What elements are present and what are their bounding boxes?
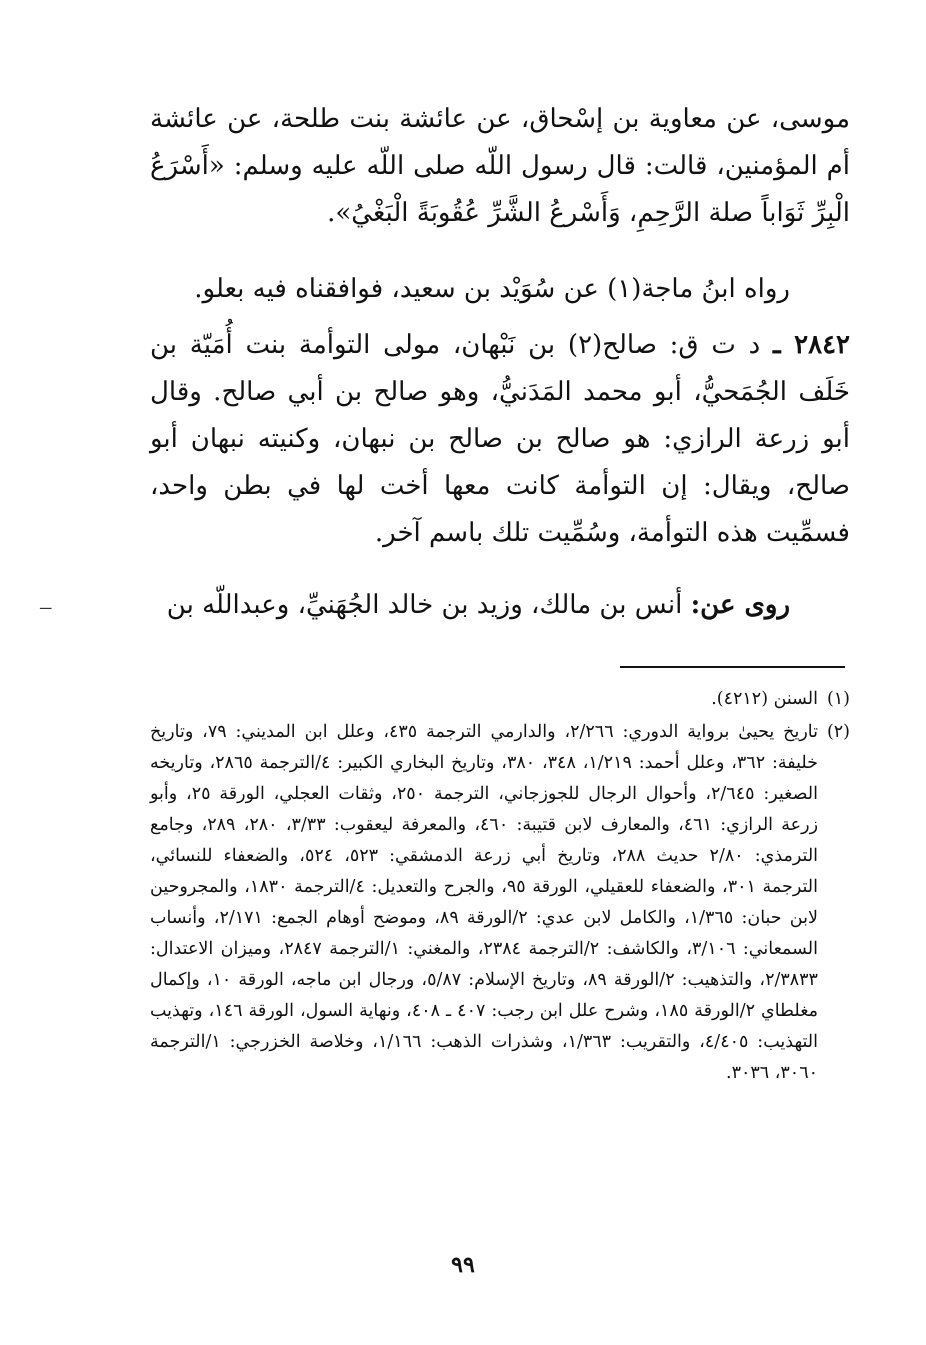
footnote-1 <box>150 684 850 715</box>
entry-number: ٢٨٤٢ ـ <box>772 330 851 360</box>
footnote-separator <box>620 666 845 668</box>
paragraph-narrated-from <box>150 582 850 629</box>
footnotes <box>150 684 850 1091</box>
footnote-2 <box>150 717 850 1089</box>
page-number: ٩٩ <box>451 1252 475 1278</box>
footnote-text: تاريخ يحيىٰ برواية الدوري: ٢/٢٦٦، والدارمي الترجمة ٤٣٥، وعلل ابن المديني: ٧٩، وتاريخ خليفة: ٣٦٢، وعلل أحمد: ١/٢١٩، ٣٤٨، ٣٨٠، وتاريخ البخاري الكبير: ٤/الترجمة ٢٨٦٥، وتاريخه الصغير: ٢/٦٤٥، وأحوال الرجال للجوزجاني، الترجمة ٢٥٠، وثقات العجلي، الورقة ٢٥، وأبو زرعة الرازي: ٤٦١، والمعارف لابن قتيبة: ٤٦٠، والمعرفة ليعقوب: ٣/٣٣، ٢٨٠، ٢٨٩، وجامع الترمذي: ٢/٨٠ حديث ٢٨٨، وتاريخ أبي زرعة الدمشقي: ٥٢٣، ٥٢٤، والضعفاء للنسائي، الترجمة ٣٠١، والضعفاء للعقيلي، الورقة ٩٥، والجرح والتعديل: ٤/الترجمة ١٨٣٠، والمجروحين لابن حبان: ١/٣٦٥، والكامل لابن عدي: ٢/الورقة ٨٩، وموضح أوهام الجمع: ٢/١٧١، وأنساب السمعاني: ٣/١٠٦، والكاشف: ٢/الترجمة ٢٣٨٤، والمغني: ١/الترجمة ٢٨٤٧، وميزان الاعتدال: ٢/٣٨٣٣، والتذهيب: ٢/الورقة ٨٩، وتاريخ الإسلام: ٥/٨٧، ورجال ابن ماجه، الورقة ١٠، وإكمال مغلطاي ٢/الورقة ١٨٥، وشرح علل ابن رجب: ٤٠٧ ـ ٤٠٨، ونهاية السول، الورقة ١٤٦، وتهذيب التهذيب: ٤/٤٠٥، والتقريب: ١/٣٦٣، وشذرات الذهب: ١/١٦٦، وخلاصة الخزرجي: ١/الترجمة ٣٠٦٠، ٣٠٣٦. <box>150 722 819 1083</box>
margin-mark: ـــ <box>40 598 52 613</box>
entry-text: د ت ق: صالح(٢) بن نَبْهان، مولى التوأمة بنت أُمَيّة بن خَلَف الجُمَحيُّ، أبو محمد المَدَنيُّ، وهو صالح بن أبي صالح. وقال أبو زرعة الرازي: هو صالح بن صالح بن نبهان، وكنيته نبهان أبو صالح، ويقال: إن التوأمة كانت معها أخت لها في بطن واحد، فسمِّيت هذه التوأمة، وسُمِّيت تلك باسم آخر. <box>150 330 850 548</box>
footnote-text: السنن (٤٢١٢). <box>711 689 818 709</box>
paragraph-hadith: موسى، عن معاوية بن إسْحاق، عن عائشة بنت طلحة، عن عائشة أم المؤمنين، قالت: قال رسول اللّه صلى اللّه عليه وسلم: «أَسْرَعُ الْبِرِّ ثَوَاباً صلة الرَّحِمِ، وَأَسْرعُ الشَّرِّ عُقُوبَةً الْبَغْيُ». <box>150 104 850 228</box>
paragraph-narration: رواه ابنُ ماجة(١) عن سُوَيْد بن سعيد، فوافقناه فيه بعلو. <box>194 274 790 304</box>
narrated-from-text: أنس بن مالك، وزيد بن خالد الجُهَنيِّ، وعبداللّه بن <box>166 590 683 620</box>
paragraph-entry-2842 <box>150 322 850 557</box>
narrated-from-label: روى عن: <box>690 590 790 620</box>
footnote-number: (١) <box>826 689 850 709</box>
footnote-number: (٢) <box>826 722 850 742</box>
